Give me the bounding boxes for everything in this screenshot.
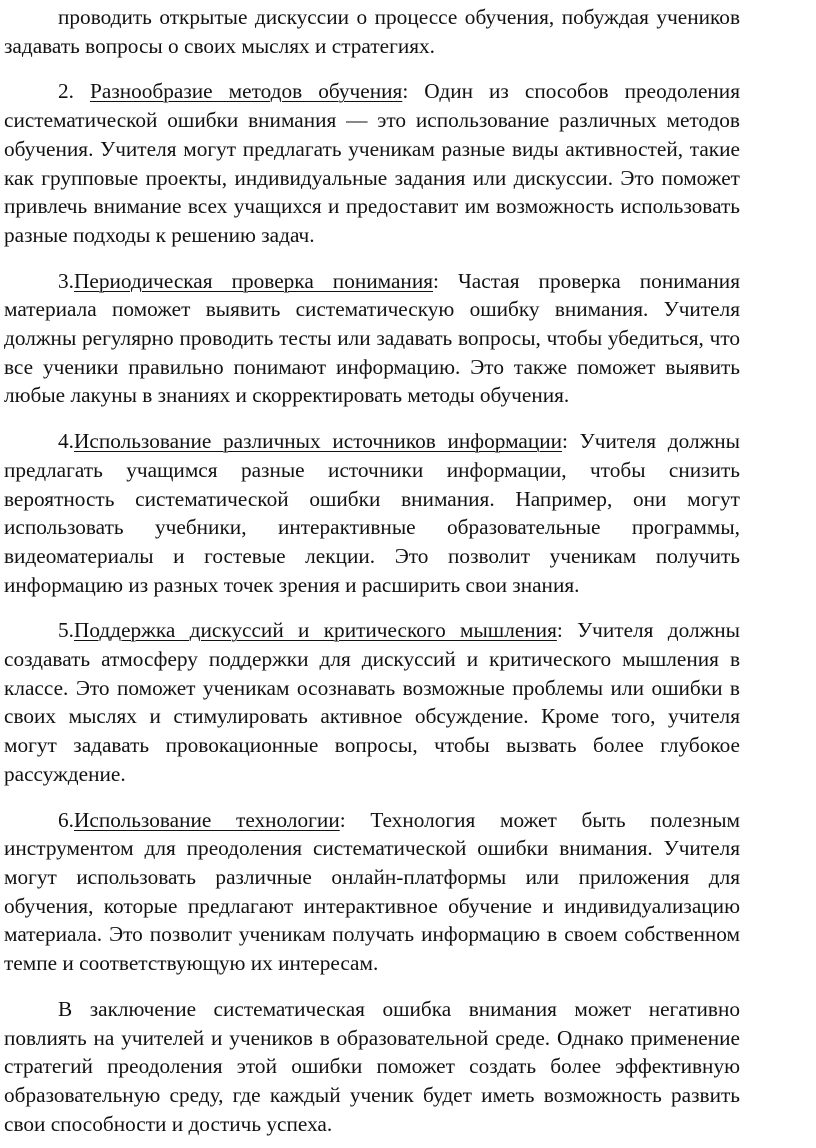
item-number: 2. [58,79,91,104]
item-paragraph-6 [4,806,740,978]
item-body: : Учителя должны предлагать учащимся разные источники информации, чтобы снизить вероятность систематической ошибки внимания. Например, они могут использовать учебники, интерактивные образовательные программы, видеоматериалы и гостевые лекции. Это позволит ученикам получить информацию из разных точек зрения и расширить свои знания. [4,429,740,597]
item-paragraph-5 [4,616,740,788]
intro-continuation-paragraph: проводить открытые дискуссии о процессе обучения, побуждая учеников задавать вопросы о своих мыслях и стратегиях. [4,5,740,58]
item-paragraph-3 [4,267,740,411]
item-body: : Один из способов преодоления систематической ошибки внимания — это использование различных методов обучения. Учителя могут предлагать ученикам разные виды активностей, такие как групповые проекты, индивидуальные задания или дискуссии. Это поможет привлечь внимание всех учащихся и предоставит им возможность использовать разные подходы к решению задач. [4,79,740,247]
conclusion-paragraph: В заключение систематическая ошибка внимания может негативно повлиять на учителей и учеников в образовательной среде. Однако применение стратегий преодоления этой ошибки поможет создать более эффективную образовательную среду, где каждый ученик будет иметь возможность развить свои способности и достичь успеха. [4,996,740,1136]
item-body: : Технология может быть полезным инструментом для преодоления систематической ошибки внимания. Учителя могут использовать различные онлайн-платформы или приложения для обучения, которые предлагают интерактивное обучение и индивидуализацию материала. Это позволит ученикам получать информацию в своем собственном темпе и соответствующую их интересам. [4,807,740,976]
item-heading: Поддержка дискуссий и критического мышления [73,618,557,643]
item-number: 5. [58,618,74,643]
item-paragraph-2 [4,77,740,249]
item-body: : Частая проверка понимания материала поможет выявить систематическую ошибку внимания. Учителя должны регулярно проводить тесты или задавать вопросы, чтобы убедиться, что все ученики правильно понимают информацию. Это также поможет выявить любые лакуны в знаниях и скорректировать методы обучения. [4,268,740,408]
item-number: 6. [58,807,74,832]
item-body: : Учителя должны создавать атмосферу поддержки для дискуссий и критического мышления в классе. Это поможет ученикам осознавать возможные проблемы или ошибки в своих мыслях и стимулировать активное обсуждение. Кроме того, учителя могут задавать провокационные вопросы, чтобы вызвать более глубокое рассуждение. [4,618,740,786]
item-heading: Разнообразие методов обучения [90,79,403,104]
item-heading: Использование технологии [73,807,340,832]
item-paragraph-4 [4,427,740,599]
item-heading: Использование различных источников информации [73,429,563,454]
item-heading: Периодическая проверка понимания [73,268,434,293]
item-number: 3. [58,268,74,293]
item-number: 4. [58,429,74,454]
